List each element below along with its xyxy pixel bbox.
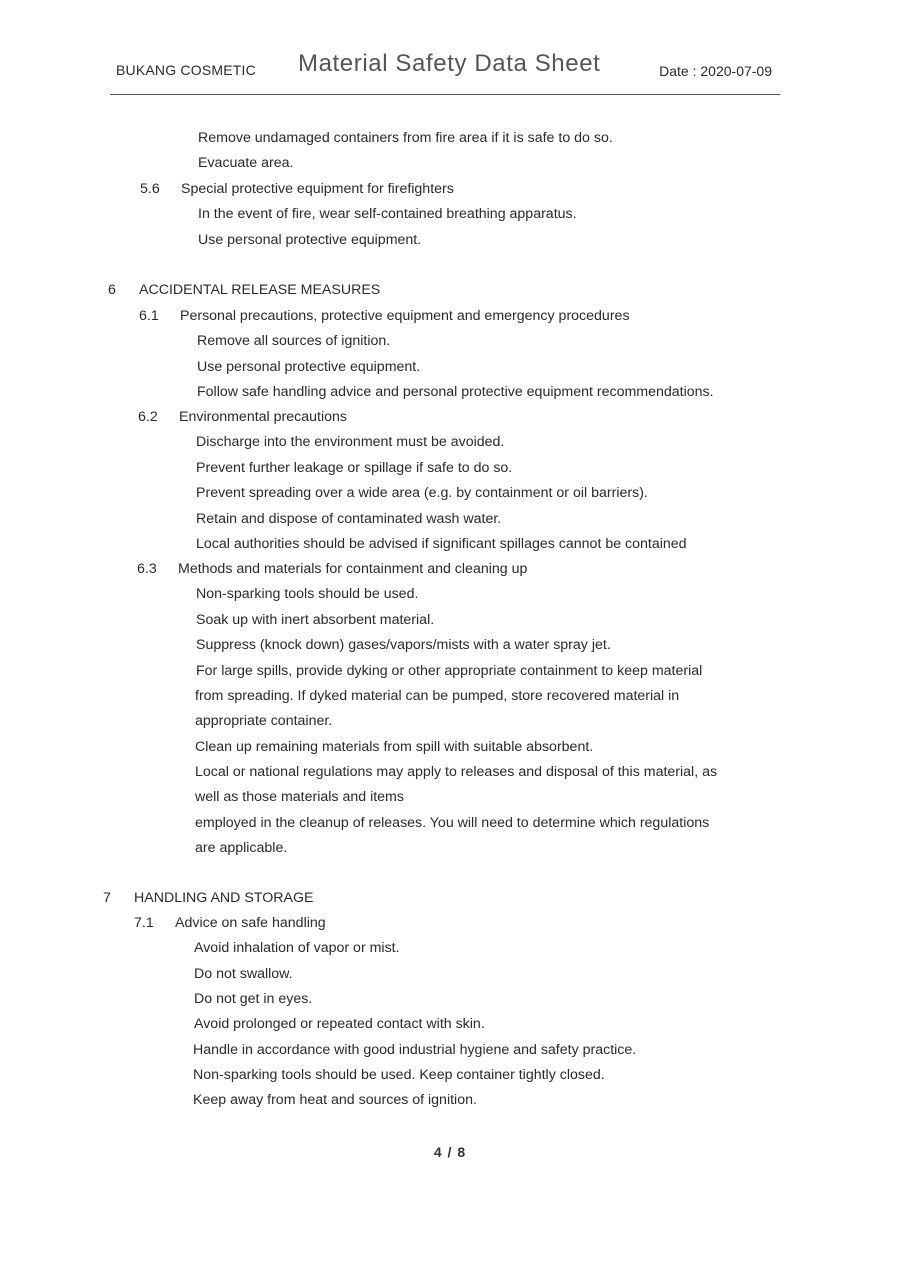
body-line: employed in the cleanup of releases. You will need to determine which regulations — [195, 815, 710, 831]
body-line: Keep away from heat and sources of ignition. — [193, 1092, 477, 1108]
section-title: ACCIDENTAL RELEASE MEASURES — [139, 282, 381, 298]
body-line: Non-sparking tools should be used. — [196, 586, 419, 602]
body-line: Non-sparking tools should be used. Keep container tightly closed. — [193, 1067, 605, 1083]
body-line: Local authorities should be advised if significant spillages cannot be contained — [196, 536, 687, 552]
subsection-number: 5.6 — [140, 181, 160, 197]
document-title: Material Safety Data Sheet — [298, 50, 601, 77]
body-line: Use personal protective equipment. — [198, 232, 422, 248]
body-line: Avoid prolonged or repeated contact with skin. — [194, 1016, 485, 1032]
subsection-title: Personal precautions, protective equipment and emergency procedures — [180, 308, 630, 324]
document-date: Date : 2020-07-09 — [659, 63, 772, 79]
body-line: Local or national regulations may apply to releases and disposal of this material, as — [195, 764, 718, 780]
body-line: Discharge into the environment must be avoided. — [196, 434, 505, 450]
subsection-number: 6.3 — [137, 561, 157, 577]
body-line: Remove all sources of ignition. — [197, 333, 391, 349]
body-line: Evacuate area. — [198, 155, 294, 171]
body-line: Handle in accordance with good industrial hygiene and safety practice. — [193, 1042, 637, 1058]
body-line: are applicable. — [195, 840, 288, 856]
subsection-title: Methods and materials for containment and cleaning up — [178, 561, 528, 577]
body-line: Do not swallow. — [194, 966, 293, 982]
body-line: Clean up remaining materials from spill with suitable absorbent. — [195, 739, 594, 755]
body-line: Suppress (knock down) gases/vapors/mists with a water spray jet. — [196, 637, 611, 653]
body-line: Follow safe handling advice and personal protective equipment recommendations. — [197, 384, 714, 400]
body-line: In the event of fire, wear self-contained breathing apparatus. — [198, 206, 577, 222]
body-line: Prevent spreading over a wide area (e.g. by containment or oil barriers). — [196, 485, 648, 501]
body-line: Retain and dispose of contaminated wash water. — [196, 511, 502, 527]
subsection-title: Advice on safe handling — [175, 915, 326, 931]
company-name: BUKANG COSMETIC — [116, 62, 256, 78]
section-title: HANDLING AND STORAGE — [134, 890, 314, 906]
subsection-title: Environmental precautions — [179, 409, 347, 425]
subsection-title: Special protective equipment for firefighters — [181, 181, 454, 197]
body-line: Prevent further leakage or spillage if safe to do so. — [196, 460, 513, 476]
page-number: 4 / 8 — [433, 1144, 467, 1160]
body-line: appropriate container. — [195, 713, 333, 729]
section-number: 7 — [103, 890, 111, 906]
body-line: from spreading. If dyked material can be pumped, store recovered material in — [195, 688, 680, 704]
body-line: Soak up with inert absorbent material. — [196, 612, 435, 628]
subsection-number: 7.1 — [134, 915, 154, 931]
body-line: Do not get in eyes. — [194, 991, 313, 1007]
body-line: Remove undamaged containers from fire area if it is safe to do so. — [198, 130, 613, 146]
page-header — [110, 48, 780, 95]
body-line: For large spills, provide dyking or other appropriate containment to keep material — [196, 663, 703, 679]
body-line: Use personal protective equipment. — [197, 359, 421, 375]
body-line: Avoid inhalation of vapor or mist. — [194, 940, 400, 956]
subsection-number: 6.2 — [138, 409, 158, 425]
subsection-number: 6.1 — [139, 308, 159, 324]
body-line: well as those materials and items — [195, 789, 404, 805]
section-number: 6 — [108, 282, 116, 298]
